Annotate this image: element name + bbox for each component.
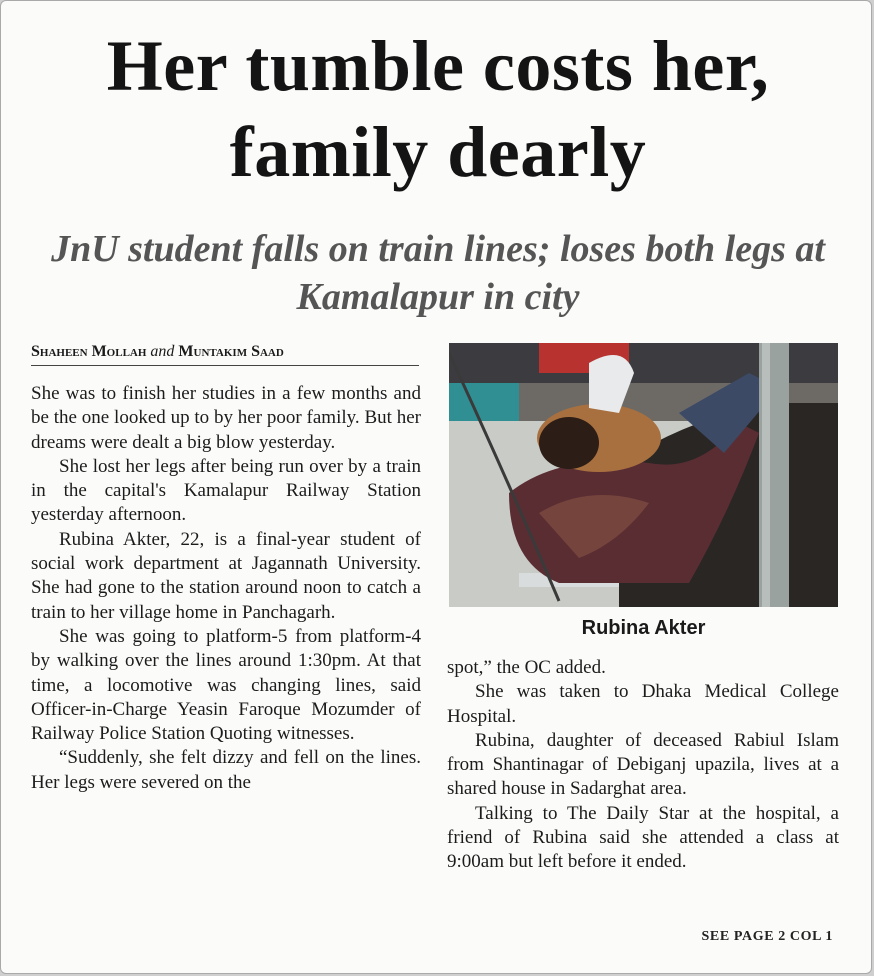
subheadline: JnU student falls on train lines; loses both legs at Kamalapur in city	[51, 228, 825, 318]
paragraph: She was taken to Dhaka Medical College Hospital.	[447, 681, 839, 727]
article-column-2	[447, 656, 839, 875]
byline-conjunction: and	[150, 343, 175, 360]
photo-caption: Rubina Akter	[581, 617, 706, 639]
continuation-reference: SEE PAGE 2 COL 1	[701, 929, 833, 944]
author-name: Shaheen Mollah	[31, 343, 147, 360]
author-name: Muntakim Saad	[178, 343, 284, 360]
paragraph: She lost her legs after being run over by a train in the capital's Kamalapur Railway Station yesterday afternoon.	[31, 455, 421, 526]
injured-student-photo	[449, 343, 838, 607]
paragraph: Rubina, daughter of deceased Rabiul Islam from Shantinagar of Debiganj upazila, lives at a shared house in Sadarghat area.	[447, 729, 839, 800]
paragraph: Talking to The Daily Star at the hospital, a friend of Rubina said she attended a class at 9:00am but left before it ended.	[447, 802, 839, 873]
headline: Her tumble costs her, family dearly	[106, 26, 770, 192]
paragraph: “Suddenly, she felt dizzy and fell on the lines. Her legs were severed on the	[31, 747, 421, 793]
news-photo	[449, 343, 838, 607]
paragraph: Rubina Akter, 22, is a final-year student of social work department at Jagannath University. She had gone to the station around noon to catch a train to her village home in Panchagarh.	[31, 528, 421, 623]
byline	[31, 341, 419, 366]
paragraph: She was to finish her studies in a few months and be the one looked up to by her poor family. But her dreams were dealt a big blow yesterday.	[31, 383, 421, 453]
paragraph: spot,” the OC added.	[447, 657, 606, 678]
paragraph: She was going to platform-5 from platform-4 by walking over the lines around 1:30pm. At that time, a locomotive was changing lines, said Officer-in-Charge Yeasin Faroque Mozumder of Railway Police Station Quoting witnesses.	[31, 625, 421, 745]
article-column-1	[31, 382, 421, 795]
